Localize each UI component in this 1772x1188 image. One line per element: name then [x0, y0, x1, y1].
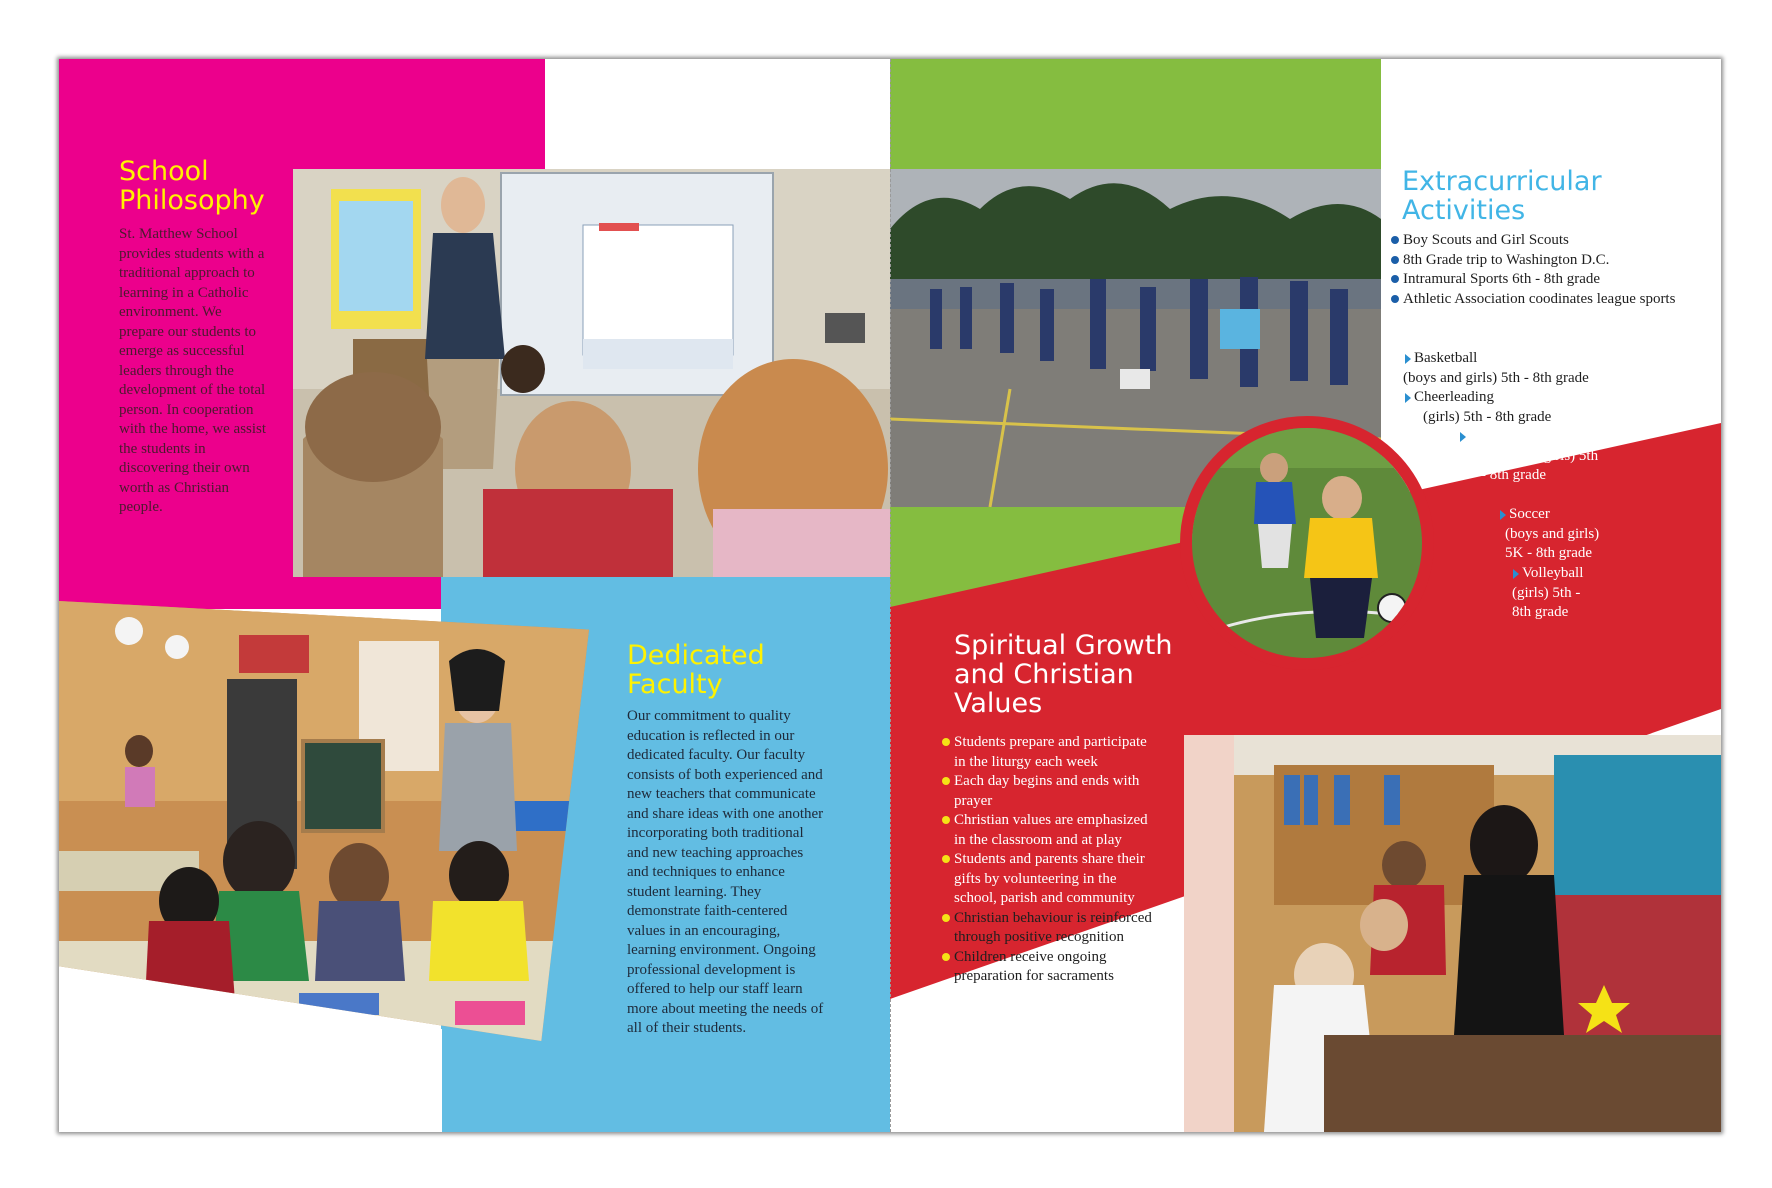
spiritual-title: Spiritual Growth and Christian Values: [954, 630, 1173, 719]
sport-soccer: Soccer (boys and girls) 5K - 8th grade: [1497, 505, 1617, 564]
sport-cross-country: Cross country (boys and girls) 5th - 8th grade: [1457, 427, 1627, 486]
arrow-right-icon: [1500, 510, 1506, 520]
kids-playing-soccer-photo: [1180, 416, 1434, 670]
white-background-bottom: [59, 1029, 442, 1132]
sport-cheerleading: Cheerleading (girls) 5th - 8th grade: [1403, 388, 1623, 427]
list-item: Children receive ongoing preparation for sacraments: [954, 948, 1154, 987]
list-item: 8th Grade trip to Washington D.C.: [1403, 251, 1683, 271]
brochure-spread: [59, 59, 1721, 1132]
bullet-icon: [1391, 236, 1399, 244]
faculty-body: Our commitment to quality education is reflected in our dedicated faculty. Our faculty consists of both experienced and new teachers that communicate and share ideas with one another incorporating both traditional and new teaching approaches and techniques to enhance student learning. They demonstrate faith-centered values in an encouraging, learning environment. Ongoing professional development is offered to help our staff learn more about meeting the needs of all of their students.: [627, 708, 824, 1036]
list-item: Students prepare and participate in the liturgy each week: [954, 733, 1154, 772]
sport-volleyball: Volleyball (girls) 5th - 8th grade: [1512, 565, 1584, 620]
teacher-at-smartboard-illustration: [293, 169, 890, 577]
bullet-icon: [1391, 275, 1399, 283]
bullet-icon: [1391, 256, 1399, 264]
library-reading-photo: [1184, 735, 1721, 1132]
page-fold: [890, 59, 891, 1132]
list-item: Christian values are emphasized in the classroom and at play: [954, 811, 1154, 850]
extracurricular-list: [1403, 231, 1683, 309]
bullet-icon: [942, 816, 950, 824]
extracurricular-title: Extracurricular Activities: [1402, 166, 1602, 226]
bullet-icon: [942, 855, 950, 863]
bullet-icon: [942, 738, 950, 746]
list-item: Boy Scouts and Girl Scouts: [1403, 231, 1683, 251]
arrow-right-icon: [1405, 354, 1411, 364]
philosophy-body: St. Matthew School provides students with a traditional approach to learning in a Catholic environment. We prepare our students to emerge as successful leaders through the development of the total person. In cooperation with the home, we assist the students in discovering their own worth as Christian people.: [119, 226, 267, 515]
faculty-title: Dedicated Faculty: [627, 640, 765, 700]
bullet-icon: [942, 953, 950, 961]
left-page: [59, 59, 890, 1132]
classroom-students-illustration: [59, 601, 589, 1041]
right-page: [890, 59, 1721, 1132]
arrow-right-icon: [1513, 569, 1519, 579]
list-item: Christian behaviour is reinforced through positive recognition: [954, 909, 1154, 948]
bullet-icon: [1391, 295, 1399, 303]
soccer-illustration: [1192, 428, 1422, 658]
list-item: Intramural Sports 6th - 8th grade: [1403, 270, 1683, 290]
bullet-icon: [942, 914, 950, 922]
sport-basketball: Basketball (boys and girls) 5th - 8th grade: [1403, 350, 1589, 386]
philosophy-title: School Philosophy: [119, 156, 265, 216]
spiritual-list: [954, 733, 1154, 987]
arrow-right-icon: [1460, 432, 1466, 442]
bullet-icon: [942, 777, 950, 785]
library-illustration: [1184, 735, 1721, 1132]
list-item: Athletic Association coodinates league sports: [1403, 290, 1683, 310]
classroom-students-photo: [59, 601, 589, 1041]
list-item: Students and parents share their gifts by volunteering in the school, parish and community: [954, 850, 1154, 909]
arrow-right-icon: [1405, 393, 1411, 403]
list-item: Each day begins and ends with prayer: [954, 772, 1154, 811]
teacher-at-smartboard-photo: [293, 169, 890, 577]
